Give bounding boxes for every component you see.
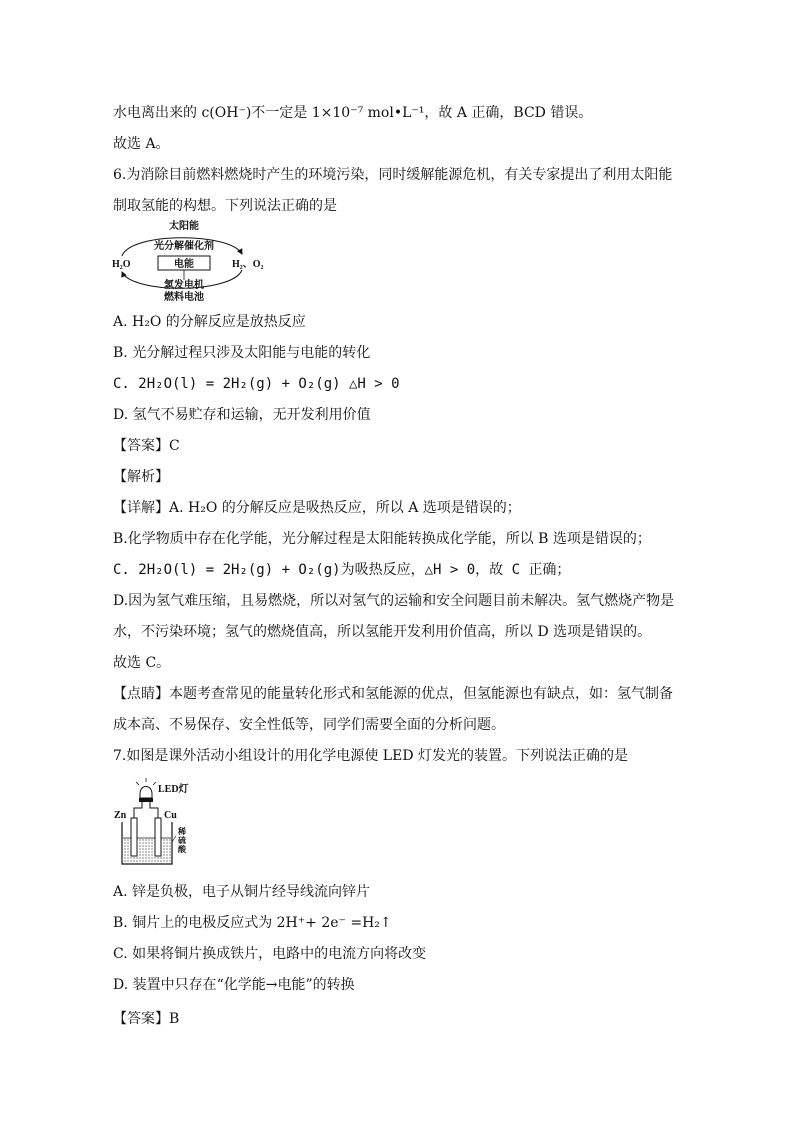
zn-electrode [131,818,137,856]
question-6-stem: 6.为消除目前燃料燃烧时产生的环境污染，同时缓解能源危机，有关专家提出了利用太阳能 [113,167,673,183]
answer: 【答案】B [113,1011,180,1027]
option-b: B. 光分解过程只涉及太阳能与电能的转化 [113,345,371,361]
catalyst-label: 光分解催化剂 [154,241,214,252]
generator-label: 氢发电机 [164,280,204,291]
energy-cycle-diagram [110,218,264,306]
detail-line: C. 2H₂O(l) = 2H₂(g) + O₂(g)为吸热反应，△H > 0，故 C 正确； [113,562,571,578]
acid-label-2: 硫 [178,836,186,845]
comment-line: 【点睛】本题考查常见的能量转化形式和氢能源的优点，但氢能源也有缺点，如：氢气制备 [113,686,673,702]
text-line: 水电离出来的 c(OH⁻)不一定是 1×10⁻⁷ mol•L⁻¹，故 A 正确，BCD 错误。 [113,105,593,121]
conclusion: 故选 C。 [113,655,171,671]
cu-electrode [155,818,161,856]
option-d: D. 氢气不易贮存和运输，无开发利用价值 [113,407,371,423]
option-c: C. 如果将铜片换成铁片，电路中的电流方向将改变 [113,946,427,962]
solar-label: 太阳能 [169,221,199,232]
galvanic-cell-diagram [112,776,190,868]
option-d: D. 装置中只存在“化学能→电能”的转换 [113,977,355,993]
analysis-heading: 【解析】 [113,469,169,485]
water-label: H₂O [112,259,131,270]
text-line: 故选 A。 [113,136,170,152]
comment-line: 成本高、不易保存、安全性低等，同学们需要全面的分析问题。 [113,717,505,733]
products-label: H₂、O₂ [232,259,264,270]
electric-label: 电能 [174,259,194,270]
detail-line: D.因为氢气难压缩，且易燃烧，所以对氢气的运输和安全问题目前未解决。氢气燃烧产物是 [113,593,675,609]
answer: 【答案】C [113,438,180,454]
question-7-stem: 7.如图是课外活动小组设计的用化学电源使 LED 灯发光的装置。下列说法正确的是 [113,748,628,764]
option-a: A. 锌是负极，电子从铜片经导线流向锌片 [113,884,371,900]
option-c: C. 2H₂O(l) = 2H₂(g) + O₂(g) △H > 0 [113,376,400,392]
acid-solution [123,838,171,863]
acid-label-1: 稀 [178,827,186,836]
question-6-stem: 制取氢能的构想。下列说法正确的是 [113,198,337,214]
cu-label: Cu [164,810,177,821]
detail-line: 水，不污染环境；氢气的燃烧值高，所以氢能开发利用价值高，所以 D 选项是错误的。 [113,624,652,640]
detail-line: B.化学物质中存在化学能，光分解过程是太阳能转换成化学能，所以 B 选项是错误的； [113,531,651,547]
option-a: A. H₂O 的分解反应是放热反应 [113,314,306,330]
fuel-cell-label: 燃料电池 [164,292,204,303]
option-b: B. 铜片上的电极反应式为 2H⁺+ 2e⁻ =H₂↑ [113,915,392,931]
led-bulb-icon [136,778,156,802]
detail-line: 【详解】A. H₂O 的分解反应是吸热反应，所以 A 选项是错误的； [113,500,521,516]
acid-label-3: 酸 [178,845,186,854]
zn-label: Zn [114,810,127,821]
led-label: LED灯 [158,784,189,795]
